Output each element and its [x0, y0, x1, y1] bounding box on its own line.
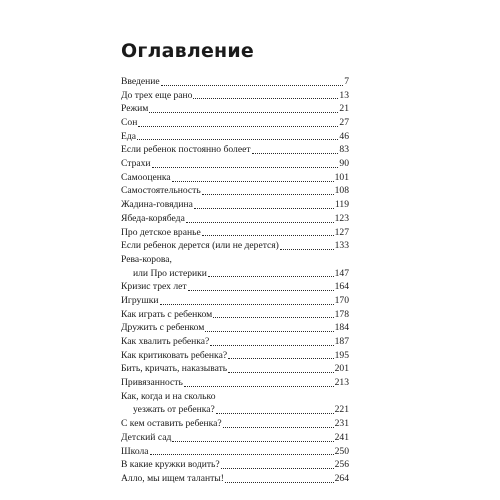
toc-entry-page-number: 27 — [339, 117, 349, 129]
toc-entry-title: Жадина-говядина — [121, 199, 193, 211]
toc-entry-title: Сон — [121, 117, 138, 129]
toc-entry-title: Если ребенок постоянно болеет — [121, 144, 251, 156]
toc-entry — [121, 102, 349, 116]
toc-entry — [121, 294, 349, 308]
dot-leader — [160, 304, 334, 305]
toc-entry-row — [121, 198, 349, 212]
dot-leader — [172, 441, 333, 442]
toc-entry-row — [121, 185, 349, 199]
toc-entry — [121, 130, 349, 144]
toc-entry-page-number: 101 — [334, 171, 349, 183]
dot-leader — [280, 249, 334, 250]
toc-entry-title: Как играть с ребенком — [121, 308, 213, 320]
toc-entry-row — [121, 267, 349, 281]
toc-entry-title: Алло, мы ищем таланты! — [121, 472, 224, 484]
toc-entry-row — [121, 280, 349, 294]
toc-entry — [121, 239, 349, 253]
toc-entry-title: Про детское вранье — [121, 226, 201, 238]
toc-entry-page-number: 221 — [334, 404, 349, 416]
dot-leader — [223, 427, 334, 428]
dot-leader — [152, 167, 339, 168]
toc-entry-title: В какие кружки водить? — [121, 459, 220, 471]
dot-leader — [252, 153, 339, 154]
toc-entry-row — [121, 417, 349, 431]
toc-entry-row — [121, 335, 349, 349]
toc-entry-title: Бить, кричать, наказывать — [121, 363, 228, 375]
toc-entry-title: Детский сад — [121, 431, 172, 443]
toc-entry-page-number: 184 — [334, 322, 349, 334]
toc-entry-row — [121, 445, 349, 459]
toc-entry-row — [121, 404, 349, 418]
toc-entry-title: или Про истерики — [133, 267, 207, 279]
toc-entry-row — [121, 75, 349, 89]
toc-entry-page-number: 213 — [334, 377, 349, 389]
toc-entry — [121, 362, 349, 376]
dot-leader — [225, 482, 334, 483]
toc-entry-page-number: 231 — [334, 418, 349, 430]
toc-entry-title-line: Как, когда и на сколько — [121, 390, 216, 402]
toc-entry — [121, 472, 349, 486]
toc-entry-title: уезжать от ребенка? — [133, 404, 215, 416]
toc-entry — [121, 376, 349, 390]
toc-entry-row — [121, 431, 349, 445]
dot-leader — [202, 194, 334, 195]
toc-title: Оглавление — [121, 40, 254, 62]
toc-entry-title: Страхи — [121, 158, 151, 170]
toc-entry-page-number: 123 — [334, 212, 349, 224]
toc-entry — [121, 308, 349, 322]
toc-entry — [121, 116, 349, 130]
dot-leader — [149, 112, 338, 113]
toc-entry-row — [121, 239, 349, 253]
toc-entry-row — [121, 157, 349, 171]
toc-entry-row — [121, 321, 349, 335]
dot-leader — [202, 235, 334, 236]
dot-leader — [137, 139, 338, 140]
dot-leader — [188, 290, 334, 291]
toc-entry-title: Школа — [121, 445, 149, 457]
toc-entry-row — [121, 458, 349, 472]
toc-entry-title: Самостоятельность — [121, 185, 201, 197]
toc-entry-row — [121, 89, 349, 103]
toc-entry — [121, 445, 349, 459]
toc-entry — [121, 335, 349, 349]
table-of-contents — [121, 75, 349, 486]
toc-entry-page-number: 164 — [334, 281, 349, 293]
toc-entry-title: Режим — [121, 103, 149, 115]
toc-entry-page-number: 264 — [334, 472, 349, 484]
toc-entry-row — [121, 349, 349, 363]
toc-entry — [121, 390, 349, 417]
toc-entry-title: С кем оставить ребенка? — [121, 418, 222, 430]
toc-entry — [121, 280, 349, 294]
dot-leader — [138, 126, 338, 127]
toc-entry-page-number: 256 — [334, 459, 349, 471]
dot-leader — [228, 358, 334, 359]
toc-entry-row — [121, 472, 349, 486]
toc-entry-page-number: 127 — [334, 226, 349, 238]
toc-entry — [121, 185, 349, 199]
toc-entry-row — [121, 130, 349, 144]
toc-entry-row — [121, 171, 349, 185]
dot-leader — [213, 317, 333, 318]
toc-entry — [121, 253, 349, 280]
toc-entry — [121, 321, 349, 335]
dot-leader — [221, 468, 334, 469]
toc-entry-title: Дружить с ребенком — [121, 322, 205, 334]
dot-leader — [161, 85, 344, 86]
toc-entry-title: До трех еще рано — [121, 89, 193, 101]
toc-entry — [121, 157, 349, 171]
toc-entry-page-number: 187 — [334, 336, 349, 348]
toc-entry — [121, 171, 349, 185]
dot-leader — [184, 386, 334, 387]
toc-entry-title: Если ребенок дерется (или не дерется) — [121, 240, 279, 252]
toc-entry-page-number: 178 — [334, 308, 349, 320]
toc-entry-page-number: 83 — [339, 144, 349, 156]
toc-entry-title: Как критиковать ребенка? — [121, 349, 228, 361]
toc-entry-page-number: 201 — [334, 363, 349, 375]
toc-entry-title: Еда — [121, 130, 136, 142]
toc-entry — [121, 75, 349, 89]
toc-entry-row — [121, 102, 349, 116]
toc-entry-page-number: 7 — [344, 75, 349, 87]
toc-entry — [121, 226, 349, 240]
dot-leader — [205, 331, 333, 332]
toc-entry-page-number: 133 — [334, 240, 349, 252]
toc-entry-row — [121, 294, 349, 308]
toc-entry-row — [121, 226, 349, 240]
dot-leader — [208, 276, 334, 277]
toc-entry-page-number: 195 — [334, 349, 349, 361]
dot-leader — [216, 413, 334, 414]
dot-leader — [172, 181, 334, 182]
toc-entry-title: Самооценка — [121, 171, 171, 183]
toc-entry-title: Введение — [121, 75, 160, 87]
toc-entry — [121, 212, 349, 226]
toc-entry-page-number: 46 — [339, 130, 349, 142]
toc-entry — [121, 198, 349, 212]
toc-entry-page-number: 147 — [334, 267, 349, 279]
toc-entry-page-number: 90 — [339, 158, 349, 170]
toc-entry-title: Ябеда-корябеда — [121, 212, 185, 224]
toc-entry-title: Привязанность — [121, 377, 183, 389]
toc-entry-page-number: 241 — [334, 431, 349, 443]
dot-leader — [210, 345, 333, 346]
toc-entry-page-number: 170 — [334, 294, 349, 306]
toc-entry — [121, 417, 349, 431]
toc-entry-title-line: Рева-корова, — [121, 253, 172, 265]
toc-entry — [121, 431, 349, 445]
toc-entry-row — [121, 143, 349, 157]
toc-entry — [121, 349, 349, 363]
toc-entry-page-number: 250 — [334, 445, 349, 457]
dot-leader — [193, 98, 338, 99]
toc-entry-page-number: 13 — [339, 89, 349, 101]
toc-entry-title: Кризис трех лет — [121, 281, 187, 293]
dot-leader — [194, 208, 334, 209]
toc-entry-row — [121, 376, 349, 390]
toc-entry-row — [121, 116, 349, 130]
toc-entry — [121, 458, 349, 472]
toc-entry-row — [121, 212, 349, 226]
toc-entry-page-number: 108 — [334, 185, 349, 197]
dot-leader — [186, 222, 334, 223]
toc-entry-row — [121, 308, 349, 322]
toc-entry — [121, 89, 349, 103]
toc-entry-page-number: 119 — [334, 199, 349, 211]
dot-leader — [150, 454, 334, 455]
toc-entry-row — [121, 362, 349, 376]
toc-entry — [121, 143, 349, 157]
dot-leader — [228, 372, 333, 373]
toc-entry-page-number: 21 — [339, 103, 349, 115]
toc-entry-title: Как хвалить ребенка? — [121, 336, 210, 348]
toc-entry-title: Игрушки — [121, 294, 159, 306]
